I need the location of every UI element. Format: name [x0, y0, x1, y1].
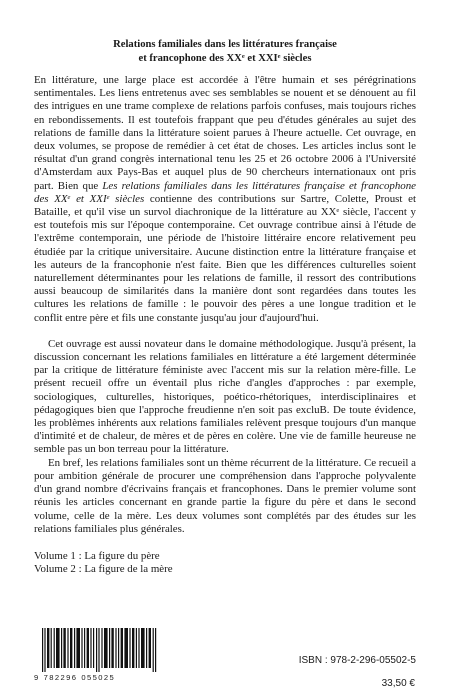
text-run: siècles — [109, 192, 145, 205]
title-part: siècles — [280, 53, 312, 64]
title-sup: e — [277, 53, 281, 60]
superscript: e — [67, 193, 71, 201]
volume-2: Volume 2 : La figure de la mère — [34, 563, 173, 576]
price: 33,50 € — [381, 678, 415, 689]
text-run: et XXI — [70, 192, 107, 205]
paragraph-2: Cet ouvrage est aussi novateur dans le domaine méthodologique. Jusqu'à présent, la discussion concernant les relations familiales en littérature a été largement déterminée par la critique de littérature féministe avec l'accent mis sur la relation mère-fille. Le présent recueil offre un éventail plus riche d'angles d'approches : par exemple, sociologiques, culturelles, historiques, poético-rhétoriques, interdisciplinaires et pédagogiques bien que l'approche freudienne n'en soit pas excluB. De toute évidence, les problèmes inhérents aux relations familiales relèvent presque toujours d'un manque d'intimité et de chaleur, de mères et de pères en colère. Une vie de famille heureuse ne semble pas un bon terreau pour la littérature. — [34, 337, 416, 456]
barcode-digits-left: 782296 — [43, 673, 78, 682]
paragraph-1 — [34, 74, 416, 325]
title-part: et XXI — [244, 53, 278, 64]
text-run: En littérature, une large place est accordée à l'être humain et ses pérégrinations sentimentales. Les liens entretenus avec ses semblables se nouent et se dénouent au fil des intrigues en une trame complexe de relations parfois confuses, mais toujours riches en rebondissements. Il est toutefois frappant que peu d'études générales au sujet des relations de famille dans la littérature soient parues à l'heure actuelle. Cet ouvrage, en deux volumes, se propose de remédier à cet état de choses. Les articles inclus sont le résultat d'un grand congrès international tenu les 25 et 26 octobre 2006 à l'Université d'Amsterdam aux Pays-Bas et auquel plus de 90 chercheurs internationaux ont pris part. Bien que — [34, 74, 416, 192]
paragraph-3: En bref, les relations familiales sont un thème récurrent de la littérature. Ce recueil a pour ambition générale de procurer une compréhension dans l'approche polyvalente d'un grand nombre d'écrivains français et francophones. Dans le premier volume sont réunis les articles concernant en grande partie la figure du père et dans le second volume, celle de la mère. Les deux volumes sont complétés par des études sur les relations familiales plus générales. — [34, 456, 416, 535]
title-sup: e — [241, 53, 245, 60]
barcode-bars — [34, 628, 166, 672]
isbn: ISBN : 978-2-296-05502-5 — [298, 655, 416, 666]
barcode-digit-prefix: 9 — [34, 673, 40, 682]
title-line-2 — [34, 52, 416, 66]
back-cover-text — [34, 38, 416, 577]
superscript: e — [336, 207, 340, 215]
barcode-digits — [34, 673, 174, 682]
book-title — [34, 38, 416, 66]
volume-1: Volume 1 : La figure du père — [34, 549, 160, 562]
text-run: siècle, l'accent y est toutefois mis sur l'époque contemporaine. Cet ouvrage contribue ainsi à l'étude de l'extrême contemporain, une période de l'histoire littéraire encore relativement peu étudiée par la critique universitaire. Aucune distinction entre la littérature française et les auteurs de la francophonie n'est faite. Bien que les différences culturelles soient naturellement déterminantes pour les relations de famille, il ressort des contributions aussi beaucoup de similarités dans la manière dont sont regardées dans toutes les cultures les relations de famille : le pouvoir des pères a une longue tradition et le conflit entre père et fils une constante jusqu'au jour d'aujourd'hui. — [34, 206, 416, 324]
barcode-digits-right: 055025 — [81, 673, 116, 682]
text-run: Les relations familiales dans les littératures française et francophone des XX — [34, 179, 416, 205]
title-part: et francophone des XX — [138, 53, 242, 64]
barcode — [34, 628, 174, 682]
title-line-1: Relations familiales dans les littératures française — [113, 39, 337, 50]
volume-list — [34, 550, 416, 577]
text-run: contienne des contributions sur Sartre, Colette, Proust et Bataille, et qu'il vise un survol diachronique de la littérature au XX — [34, 192, 416, 219]
superscript: e — [106, 193, 110, 201]
